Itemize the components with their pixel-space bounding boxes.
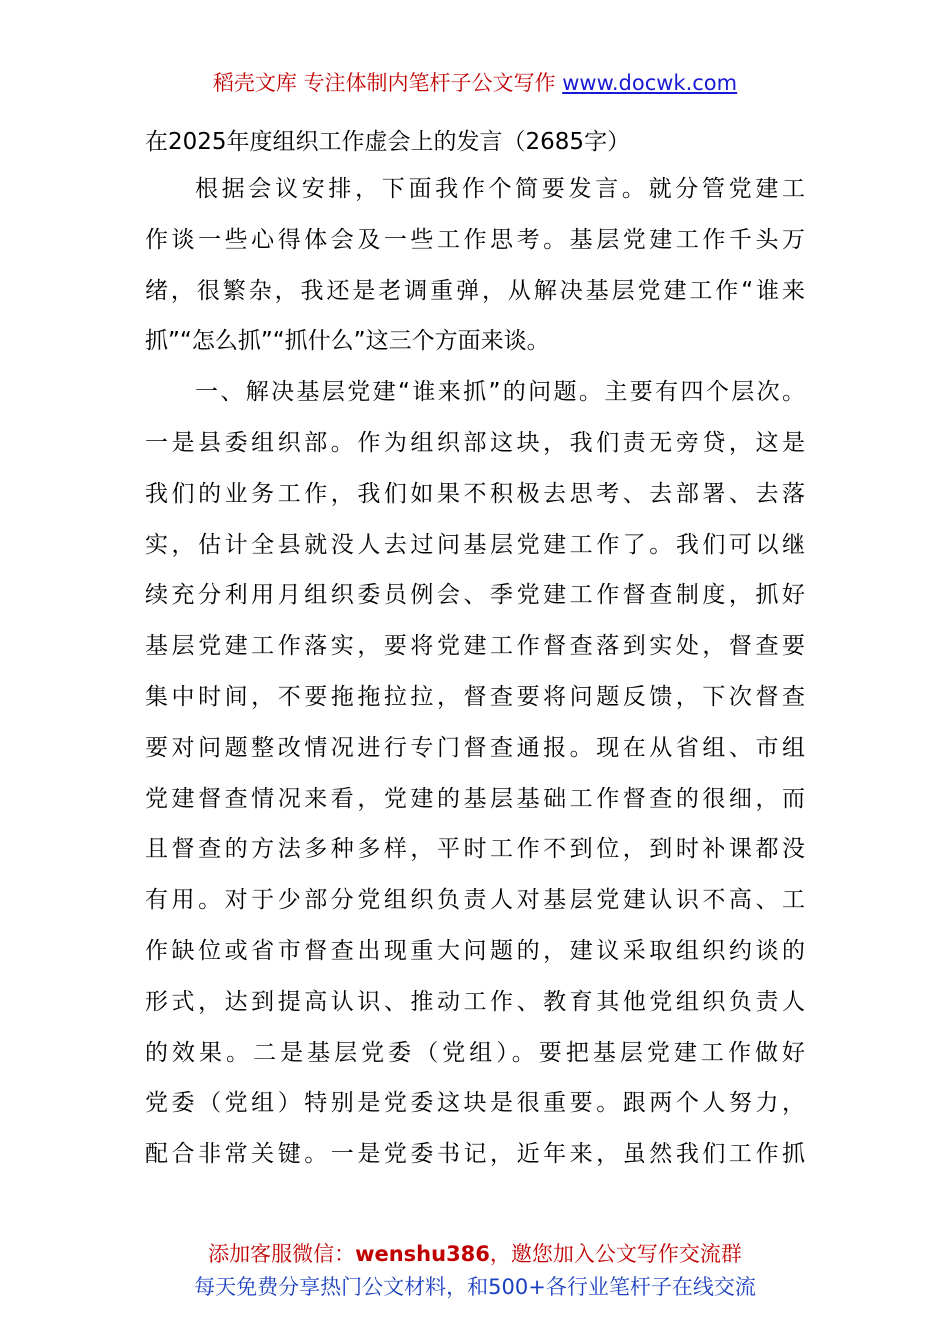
body-line: 作谈一些心得体会及一些工作思考。基层党建工作千头万 — [145, 226, 805, 253]
footer-line-2: 每天免费分享热门公文材料，和500+各行业笔杆子在线交流 — [194, 1275, 756, 1299]
brand-text: 稻壳文库 专注体制内笔杆子公文写作 — [212, 71, 556, 95]
body-line: 党委（党组）特别是党委这块是很重要。跟两个人努力， — [145, 1090, 805, 1117]
body-line: 一、解决基层党建“谁来抓”的问题。主要有四个层次。 — [195, 379, 805, 406]
wechat-suffix: ，邀您加入公文写作交流群 — [489, 1242, 742, 1266]
body-line: 续充分利用月组织委员例会、季党建工作督查制度，抓好 — [145, 582, 805, 609]
wechat-id: wenshu386 — [355, 1242, 490, 1266]
footer-line-1 — [0, 1238, 950, 1271]
body-line: 基层党建工作落实，要将党建工作督查落到实处，督查要 — [145, 633, 805, 660]
body-line: 的效果。二是基层党委（党组）。要把基层党建工作做好 — [145, 1039, 805, 1066]
body-line: 我们的业务工作，我们如果不积极去思考、去部署、去落 — [145, 480, 805, 507]
body-line: 根据会议安排，下面我作个简要发言。就分管党建工 — [195, 176, 805, 202]
promo-footer — [0, 1238, 950, 1304]
body-line: 党建督查情况来看，党建的基层基础工作督查的很细，而 — [145, 785, 805, 812]
wechat-prefix: 添加客服微信： — [208, 1242, 356, 1266]
body-line: 集中时间，不要拖拖拉拉，督查要将问题反馈，下次督查 — [145, 683, 805, 710]
document-body — [145, 121, 805, 1180]
body-line: 且督查的方法多种多样，平时工作不到位，到时补课都没 — [145, 836, 805, 863]
body-line: 要对问题整改情况进行专门督查通报。现在从省组、市组 — [145, 734, 805, 761]
site-url-link[interactable]: www.docwk.com — [562, 71, 738, 95]
body-line: 有用。对于少部分党组织负责人对基层党建认识不高、工 — [145, 887, 805, 914]
body-line: 抓”“怎么抓”“抓什么”这三个方面来谈。 — [145, 328, 550, 355]
document-title: 在2025年度组织工作虚会上的发言（2685字） — [145, 129, 631, 155]
body-line: 配合非常关键。一是党委书记，近年来，虽然我们工作抓 — [145, 1141, 805, 1168]
body-line: 绪，很繁杂，我还是老调重弹，从解决基层党建工作“谁来 — [145, 277, 805, 304]
body-line: 一是县委组织部。作为组织部这块，我们责无旁贷，这是 — [145, 429, 805, 456]
body-line: 作缺位或省市督查出现重大问题的，建议采取组织约谈的 — [145, 937, 805, 964]
body-line: 形式，达到提高认识、推动工作、教育其他党组织负责人 — [145, 988, 805, 1015]
site-header — [0, 66, 950, 100]
body-line: 实，估计全县就没人去过问基层党建工作了。我们可以继 — [145, 531, 805, 558]
